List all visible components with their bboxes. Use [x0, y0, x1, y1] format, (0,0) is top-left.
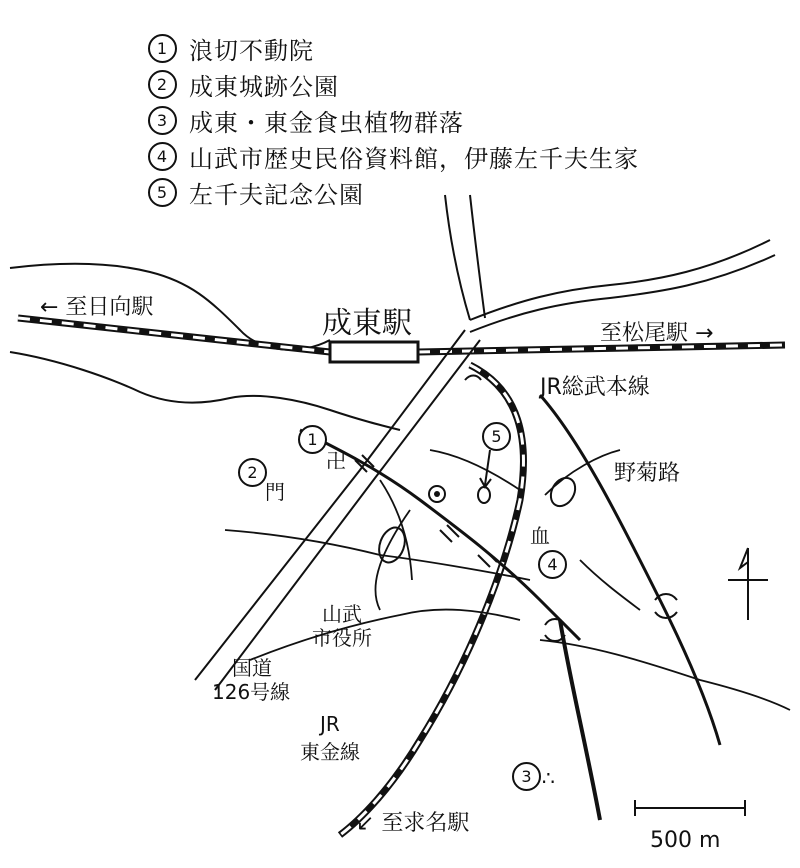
- legend-label: 左千夫記念公園: [189, 180, 364, 209]
- legend-label: 成東・東金食虫植物群落: [189, 108, 464, 137]
- pond-oval-2: [546, 474, 580, 511]
- legend-label: 山武市歴史民俗資料館，伊藤左千夫生家: [189, 144, 639, 173]
- nogikuji-label: 野菊路: [614, 461, 681, 486]
- legend-item: [148, 138, 639, 174]
- legend-item: [148, 174, 639, 210]
- city-hall-label: 市役所: [312, 626, 372, 650]
- legend-number: 3: [148, 106, 177, 135]
- legend: [148, 30, 639, 210]
- marker-1: 1: [298, 425, 327, 454]
- to-hyuga-label: ← 至日向駅: [40, 295, 154, 320]
- legend-number: 5: [148, 178, 177, 207]
- north-road: [445, 195, 485, 320]
- east-road: [540, 395, 720, 745]
- scale-bar: [635, 800, 745, 816]
- bog-icon: ∴: [542, 766, 555, 790]
- city-hall-pointer: [375, 510, 410, 610]
- route-126-label: 国道: [232, 656, 272, 680]
- legend-number: 1: [148, 34, 177, 63]
- museum-icon: 血: [530, 524, 550, 548]
- to-matsuo-label: 至松尾駅 →: [600, 321, 714, 346]
- station-box: [330, 342, 418, 362]
- legend-item: [148, 66, 639, 102]
- castle-icon: 門: [265, 480, 285, 504]
- route-126-label: 126号線: [212, 680, 291, 704]
- marker-5: 5: [482, 422, 511, 451]
- marker-2: 2: [238, 458, 267, 487]
- main-station-label: 成東駅: [322, 306, 412, 341]
- south-road: [560, 620, 600, 820]
- legend-number: 2: [148, 70, 177, 99]
- north-arrow-icon: [728, 548, 768, 620]
- to-gumyo-label: ↙ 至求名駅: [356, 811, 470, 836]
- legend-number: 4: [148, 142, 177, 171]
- legend-label: 成東城跡公園: [189, 72, 339, 101]
- legend-item: [148, 30, 639, 66]
- park-oval: [478, 487, 490, 503]
- marker-3: 3: [512, 762, 541, 791]
- legend-item: [148, 102, 639, 138]
- jr-togane-label: 東金線: [300, 740, 360, 764]
- jr-togane-label: JR: [320, 712, 340, 736]
- scale-label: 500 m: [650, 828, 721, 853]
- marker-4: 4: [538, 550, 567, 579]
- city-hall-label: 山武: [322, 602, 362, 626]
- legend-label: 浪切不動院: [189, 36, 314, 65]
- minor-roads: [225, 450, 790, 710]
- temple-icon: 卍: [326, 449, 346, 473]
- jr-sobu-label: JR総武本線: [540, 375, 650, 400]
